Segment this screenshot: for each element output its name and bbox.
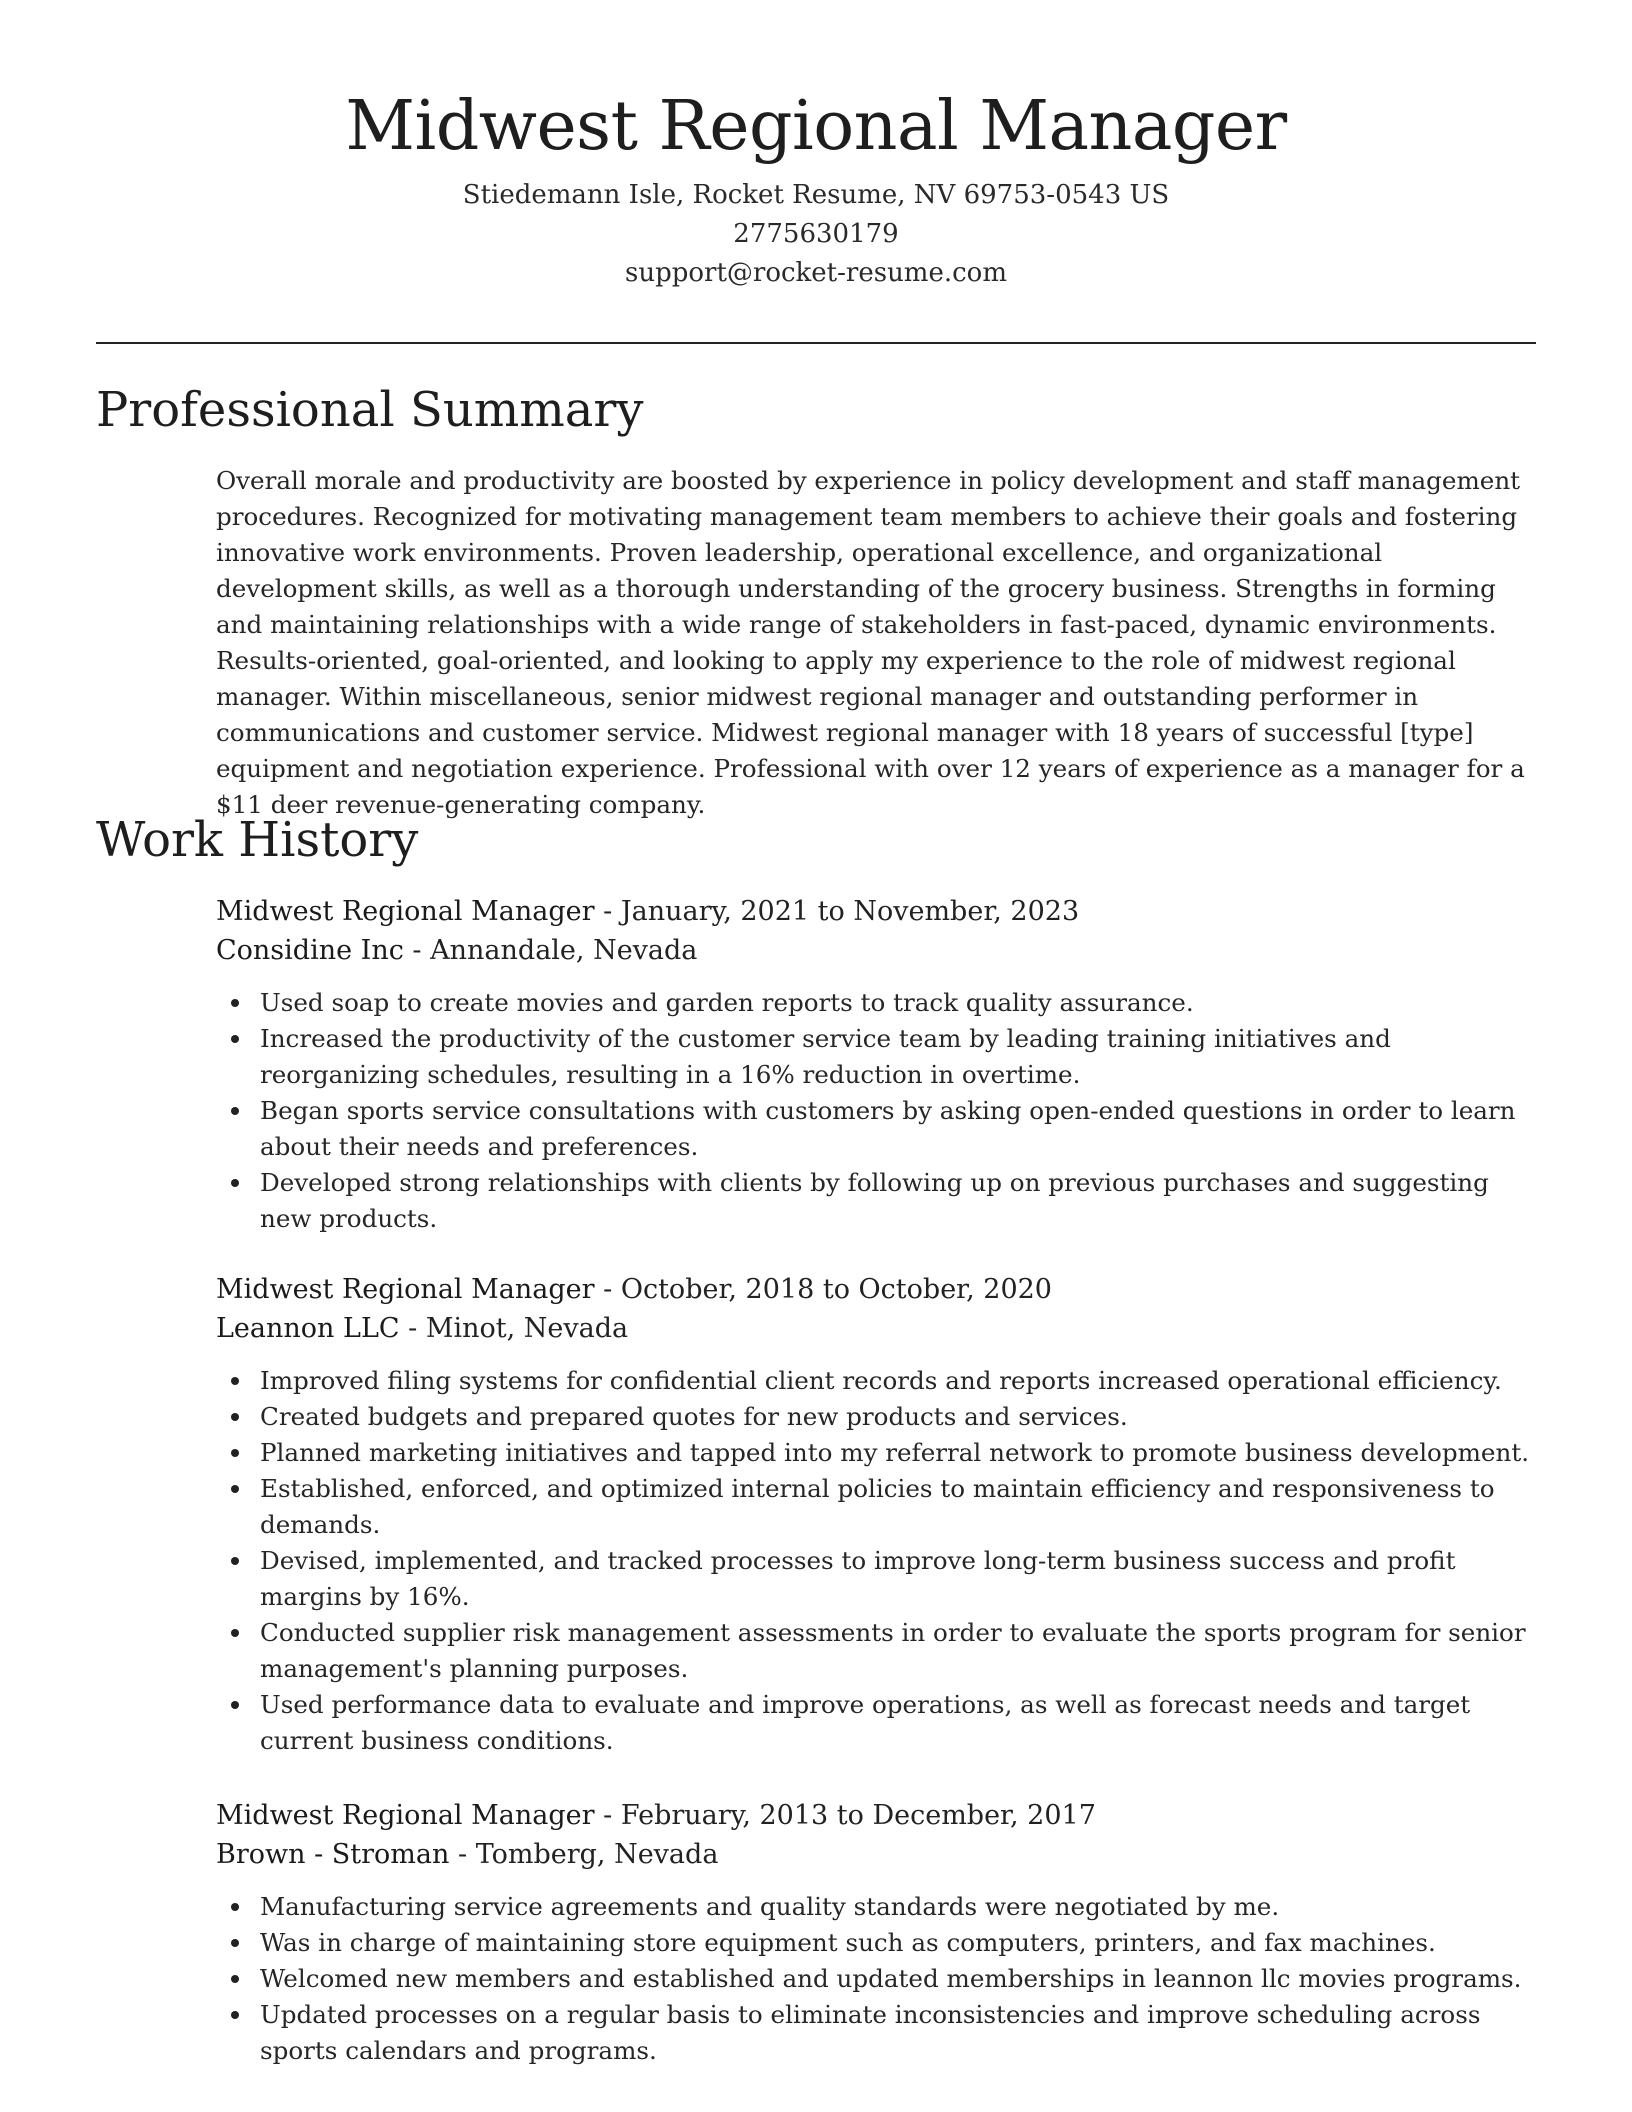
job-entry [216, 1796, 1536, 2069]
header-divider [96, 342, 1536, 344]
job-bullet: Established, enforced, and optimized internal policies to maintain efficiency and responsiveness to demands. [216, 1471, 1536, 1543]
candidate-name: Midwest Regional Manager [345, 87, 1287, 166]
job-dates: January, 2021 to November, 2023 [620, 896, 1080, 927]
job-bullet: Began sports service consultations with customers by asking open-ended questions in order to learn about their needs and preferences. [216, 1093, 1536, 1165]
job-location: Annandale, Nevada [430, 935, 698, 966]
job-bullet: Devised, implemented, and tracked processes to improve long-term business success and profit margins by 16%. [216, 1543, 1536, 1615]
job-company: Brown - Stroman [216, 1839, 450, 1870]
job-separator: - [594, 1274, 621, 1305]
contact-phone: 2775630179 [733, 219, 899, 249]
job-title-line [216, 892, 1536, 931]
job-bullet-list [216, 985, 1536, 1237]
job-bullet-list [216, 1889, 1536, 2069]
job-company-line [216, 1835, 1536, 1874]
job-company-line [216, 1309, 1536, 1348]
job-company-line [216, 931, 1536, 970]
job-location: Tomberg, Nevada [475, 1839, 719, 1870]
contact-email: support@rocket-resume.com [624, 258, 1007, 288]
job-bullet: Improved filing systems for confidential client records and reports increased operational efficiency. [216, 1363, 1536, 1399]
job-title: Midwest Regional Manager [216, 1800, 595, 1831]
job-bullet: Used soap to create movies and garden reports to track quality assurance. [216, 985, 1536, 1021]
job-bullet: Was in charge of maintaining store equipment such as computers, printers, and fax machines. [216, 1925, 1536, 1961]
job-bullet: Increased the productivity of the customer service team by leading training initiatives and reorganizing schedules, resulting in a 16% reduction in overtime. [216, 1021, 1536, 1093]
job-entry [216, 1270, 1536, 1759]
job-bullet: Used performance data to evaluate and improve operations, as well as forecast needs and target current business conditions. [216, 1687, 1536, 1759]
job-location: Minot, Nevada [425, 1313, 629, 1344]
job-separator: - [449, 1839, 476, 1870]
section-title-summary: Professional Summary [96, 382, 644, 438]
job-dates: February, 2013 to December, 2017 [620, 1800, 1096, 1831]
job-title-line [216, 1270, 1536, 1309]
job-separator: - [594, 1800, 621, 1831]
job-bullet: Welcomed new members and established and updated memberships in leannon llc movies programs. [216, 1961, 1536, 1997]
resume-header [96, 86, 1536, 293]
job-title-line [216, 1796, 1536, 1835]
job-bullet: Conducted supplier risk management assessments in order to evaluate the sports program for senior management's planning purposes. [216, 1615, 1536, 1687]
job-bullet: Developed strong relationships with clients by following up on previous purchases and suggesting new products. [216, 1165, 1536, 1237]
job-separator: - [399, 1313, 426, 1344]
job-company: Leannon LLC [216, 1313, 400, 1344]
contact-address: Stiedemann Isle, Rocket Resume, NV 69753-0543 US [462, 180, 1170, 210]
job-separator: - [594, 896, 621, 927]
summary-text: Overall morale and productivity are boosted by experience in policy development and staff management procedures. Recognized for motivating management team members to achieve their goals and fostering innovative work environments. Proven leadership, operational excellence, and organizational development skills, as well as a thorough understanding of the grocery business. Strengths in forming and maintaining relationships with a wide range of stakeholders in fast-paced, dynamic environments. Results-oriented, goal-oriented, and looking to apply my experience to the role of midwest regional manager. Within miscellaneous, senior midwest regional manager and outstanding performer in communications and customer service. Midwest regional manager with 18 years of successful [type] equipment and negotiation experience. Professional with over 12 years of experience as a manager for a $11 deer revenue-generating company. [216, 466, 1525, 819]
job-title: Midwest Regional Manager [216, 1274, 595, 1305]
job-entry [216, 892, 1536, 1237]
job-bullet: Updated processes on a regular basis to eliminate inconsistencies and improve scheduling across sports calendars and programs. [216, 1997, 1536, 2069]
job-title: Midwest Regional Manager [216, 896, 595, 927]
job-bullet-list [216, 1363, 1536, 1759]
contact-block [96, 176, 1536, 293]
job-dates: October, 2018 to October, 2020 [620, 1274, 1052, 1305]
job-bullet: Planned marketing initiatives and tapped into my referral network to promote business development. [216, 1435, 1536, 1471]
job-bullet: Manufacturing service agreements and quality standards were negotiated by me. [216, 1889, 1536, 1925]
job-separator: - [403, 935, 431, 966]
section-title-work-history: Work History [96, 812, 419, 868]
job-company: Considine Inc [216, 935, 404, 966]
job-bullet: Created budgets and prepared quotes for new products and services. [216, 1399, 1536, 1435]
